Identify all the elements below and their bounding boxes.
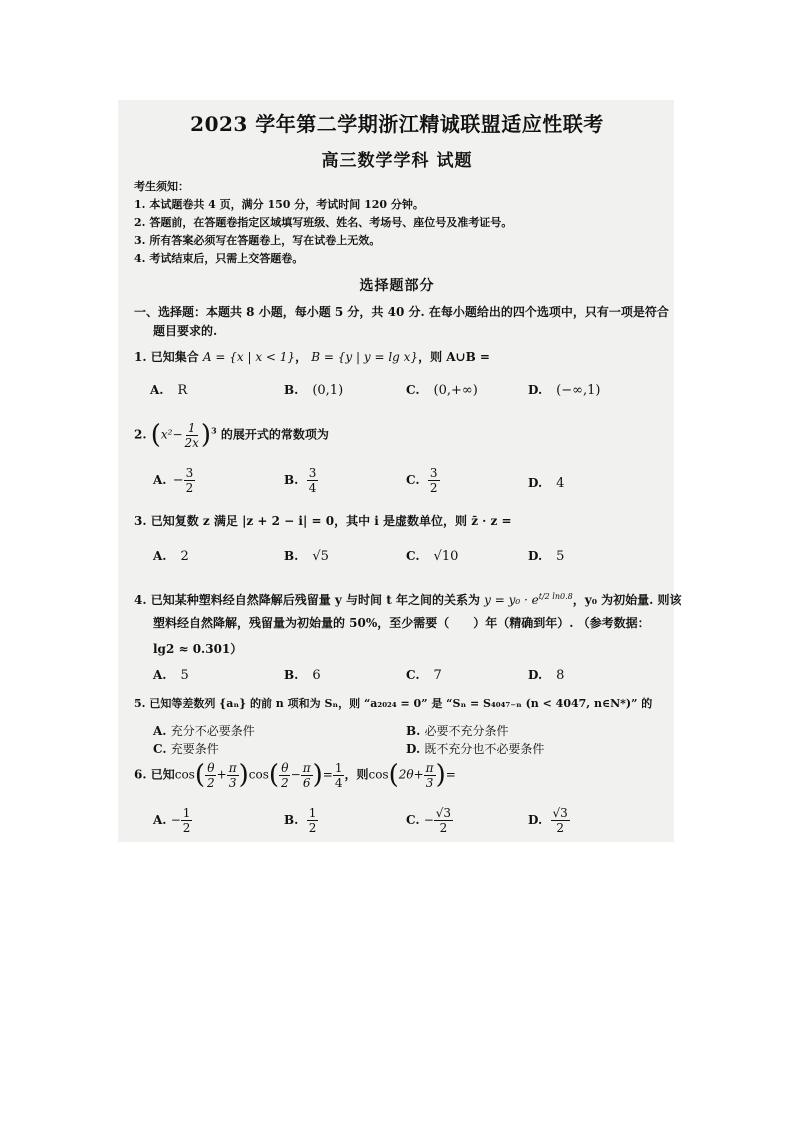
question-1: 1. 已知集合 A = {x | x < 1}， B = {y | y = lg x}，则 A∪B = bbox=[134, 350, 490, 364]
option-a: A. − $\frac{1}{2}$ bbox=[153, 806, 191, 835]
option-a: A. 2 bbox=[153, 549, 189, 564]
option-b: B. (0,1) bbox=[284, 383, 344, 398]
option-c: C. − $\frac{√3}{2}$ bbox=[406, 806, 452, 835]
note-item: 1. 本试题卷共 4 页，满分 150 分，考试时间 120 分钟。 bbox=[134, 198, 424, 211]
question-text: 已知复数 z 满足 |z + 2 − i| = 0，其中 i 是虚数单位，则 z̄ · z = bbox=[150, 514, 512, 528]
question-number: 4. bbox=[134, 593, 147, 607]
set-a: A = {x | x < 1} bbox=[202, 350, 296, 364]
question-number: 2. bbox=[134, 427, 147, 442]
question-3 bbox=[134, 512, 512, 529]
question-text: ，则 A∪B = bbox=[418, 350, 490, 364]
decay-formula: y = y₀ · e bbox=[484, 593, 539, 607]
question-2: 2. (x²− $\frac{1}{2x}$ )$^3$ 的展开式的常数项为 bbox=[134, 420, 329, 450]
question-text: 已知集合 bbox=[150, 350, 199, 364]
exam-subtitle: 高三数学学科 试题 bbox=[321, 151, 473, 171]
option-b: B. √5 bbox=[284, 549, 329, 564]
question-text: 已知某种塑料经自然降解后残留量 y 与时间 t 年之间的关系为 bbox=[150, 593, 480, 607]
section-instructions: 一、选择题：本题共 8 小题，每小题 5 分，共 40 分. 在每小题给出的四个选项中，只有一项是符合 bbox=[134, 305, 669, 319]
set-b: B = {y | y = lg x} bbox=[311, 350, 419, 364]
question-4 bbox=[134, 591, 682, 608]
question-text: ，y₀ 为初始量. 则该 bbox=[572, 593, 682, 607]
question-number: 6. bbox=[134, 767, 147, 782]
question-number: 5. bbox=[134, 697, 146, 710]
question-4-ref: lg2 ≈ 0.301） bbox=[153, 642, 243, 656]
note-item: 4. 考试结束后，只需上交答题卷。 bbox=[134, 252, 304, 265]
option-c: C. (0,+∞) bbox=[406, 383, 478, 398]
question-number: 1. bbox=[134, 350, 147, 364]
notes-heading: 考生须知： bbox=[134, 180, 189, 193]
question-4-cont: 塑料经自然降解，残留量为初始量的 50%，至少需要（ ）年（精确到年）. （参考数据： bbox=[153, 616, 650, 630]
option-b: B. $\frac{3}{4}$ bbox=[284, 466, 317, 495]
option-d: D. 8 bbox=[528, 668, 565, 683]
option-c: C. 7 bbox=[406, 668, 442, 683]
note-item: 3. 所有答案必须写在答题卷上，写在试卷上无效。 bbox=[134, 234, 381, 247]
note-item: 2. 答题前，在答题卷指定区域填写班级、姓名、考场号、座位号及准考证号。 bbox=[134, 216, 513, 229]
option-d: D. 4 bbox=[528, 476, 565, 491]
option-c: C. $\frac{3}{2}$ bbox=[406, 466, 438, 495]
option-d: D. 5 bbox=[528, 549, 565, 564]
option-d: D. $\frac{√3}{2}$ bbox=[528, 806, 568, 835]
option-a: A. 充分不必要条件 bbox=[153, 724, 255, 738]
option-c: C. √10 bbox=[406, 549, 459, 564]
section-instructions-cont: 题目要求的. bbox=[153, 324, 218, 338]
question-text: 已知等差数列 {aₙ} 的前 n 项和为 Sₙ，则 “a₂₀₂₄ = 0” 是 “Sₙ = S₄₀₄₇₋ₙ (n < 4047, n∈N*)” 的 bbox=[149, 697, 653, 710]
option-d: D. (−∞,1) bbox=[528, 383, 601, 398]
option-b: B. 必要不充分条件 bbox=[406, 724, 509, 738]
option-d: D. 既不充分也不必要条件 bbox=[406, 742, 545, 756]
exam-title: 2023 学年第二学期浙江精诚联盟适应性联考 bbox=[190, 112, 604, 136]
option-c: C. 充要条件 bbox=[153, 742, 219, 756]
question-6: 6. 已知cos( $\frac{\theta}{2}$ + $\frac{\pi}{3}$ )cos( $\frac{\theta}{2}$ − $\frac{\pi}{6}$ )= $\frac{1}{4}$ ，则cos(2θ+ $\frac{\pi}{3}$ )= bbox=[134, 760, 456, 790]
section-title: 选择题部分 bbox=[359, 278, 435, 294]
option-b: B. $\frac{1}{2}$ bbox=[284, 806, 317, 835]
option-a: A. 5 bbox=[153, 668, 189, 683]
question-text: 的展开式的常数项为 bbox=[220, 427, 329, 442]
option-b: B. 6 bbox=[284, 668, 321, 683]
decay-exponent: t/2 ln0.8 bbox=[538, 592, 573, 601]
question-number: 3. bbox=[134, 514, 147, 528]
option-a: A. − $\frac{3}{2}$ bbox=[153, 466, 194, 495]
question-5 bbox=[134, 695, 652, 711]
option-a: A. R bbox=[150, 383, 188, 398]
